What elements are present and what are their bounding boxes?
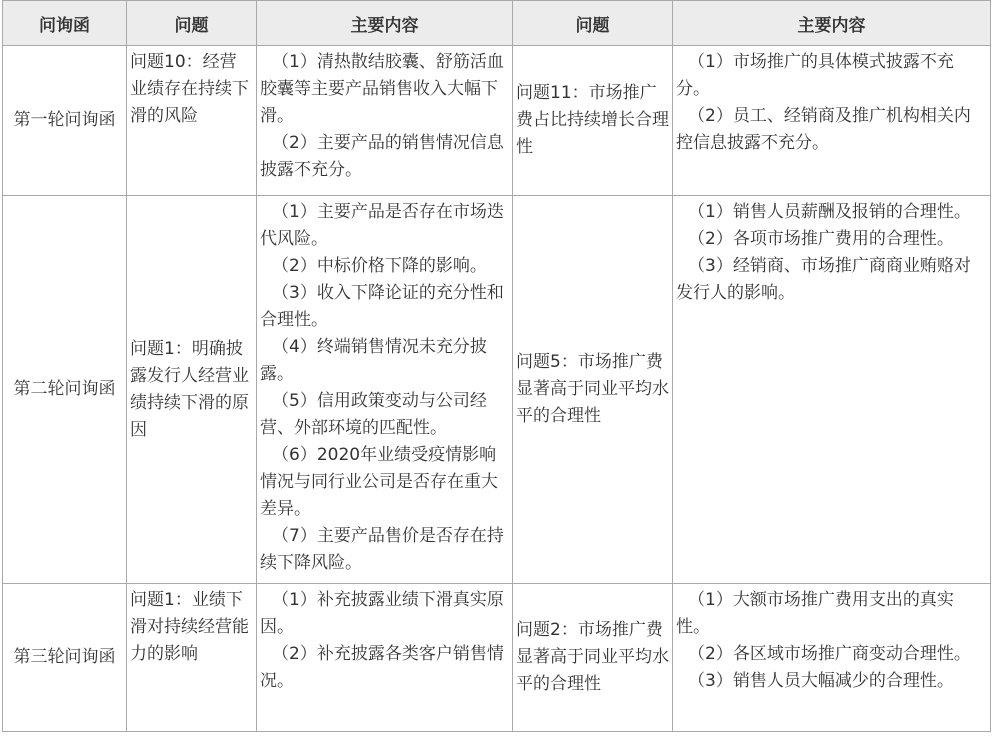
content-line: （2）各区域市场推广商变动合理性。 xyxy=(688,644,971,664)
question-cell: 问题2：市场推广费显著高于同业平均水平的合理性 xyxy=(513,584,673,732)
content-line: （2）员工、经销商及推广机构相关内控信息披露不充分。 xyxy=(676,106,971,153)
table-row xyxy=(3,196,991,584)
content-line: （1）市场推广的具体模式披露不充分。 xyxy=(676,52,954,99)
content-cell xyxy=(257,46,513,196)
content-line: （6）2020年业绩受疫情影响情况与同行业公司是否存在重大差异。 xyxy=(260,445,498,519)
question-cell: 问题10：经营业绩存在持续下滑的风险 xyxy=(127,46,257,196)
question-cell: 问题1：业绩下滑对持续经营能力的影响 xyxy=(127,584,257,732)
content-cell xyxy=(257,196,513,584)
header-row xyxy=(3,1,991,46)
content-line: （1）销售人员薪酬及报销的合理性。 xyxy=(688,202,971,222)
content-line: （1）清热散结胶囊、舒筋活血胶囊等主要产品销售收入大幅下滑。 xyxy=(260,52,504,126)
content-cell xyxy=(673,196,991,584)
header-inquiry: 问询函 xyxy=(3,1,127,46)
content-cell xyxy=(257,584,513,732)
question-cell: 问题1：明确披露发行人经营业绩持续下滑的原因 xyxy=(127,196,257,584)
content-line: （4）终端销售情况未充分披露。 xyxy=(260,337,487,384)
content-line: （2）中标价格下降的影响。 xyxy=(272,256,487,276)
header-question-1: 问题 xyxy=(127,1,257,46)
content-line: （2）主要产品的销售情况信息披露不充分。 xyxy=(260,133,504,180)
round-cell: 第三轮问询函 xyxy=(3,584,127,732)
content-line: （3）收入下降论证的充分性和合理性。 xyxy=(260,283,504,330)
content-line: （1）主要产品是否存在市场迭代风险。 xyxy=(260,202,504,249)
inquiry-table xyxy=(2,0,991,732)
header-content-1: 主要内容 xyxy=(257,1,513,46)
content-line: （5）信用政策变动与公司经营、外部环境的匹配性。 xyxy=(260,391,487,438)
question-cell: 问题5：市场推广费显著高于同业平均水平的合理性 xyxy=(513,196,673,584)
content-line: （1）补充披露业绩下滑真实原因。 xyxy=(260,590,504,637)
content-cell xyxy=(673,584,991,732)
content-line: （3）销售人员大幅减少的合理性。 xyxy=(688,671,954,691)
table-row xyxy=(3,584,991,732)
header-content-2: 主要内容 xyxy=(673,1,991,46)
content-cell xyxy=(673,46,991,196)
round-cell: 第二轮问询函 xyxy=(3,196,127,584)
table-row xyxy=(3,46,991,196)
content-line: （2）补充披露各类客户销售情况。 xyxy=(260,644,504,691)
content-line: （1）大额市场推广费用支出的真实性。 xyxy=(676,590,954,637)
header-question-2: 问题 xyxy=(513,1,673,46)
content-line: （3）经销商、市场推广商商业贿赂对发行人的影响。 xyxy=(676,256,971,303)
round-cell: 第一轮问询函 xyxy=(3,46,127,196)
content-line: （7）主要产品售价是否存在持续下降风险。 xyxy=(260,526,504,573)
question-cell: 问题11：市场推广费占比持续增长合理性 xyxy=(513,46,673,196)
content-line: （2）各项市场推广费用的合理性。 xyxy=(688,229,954,249)
